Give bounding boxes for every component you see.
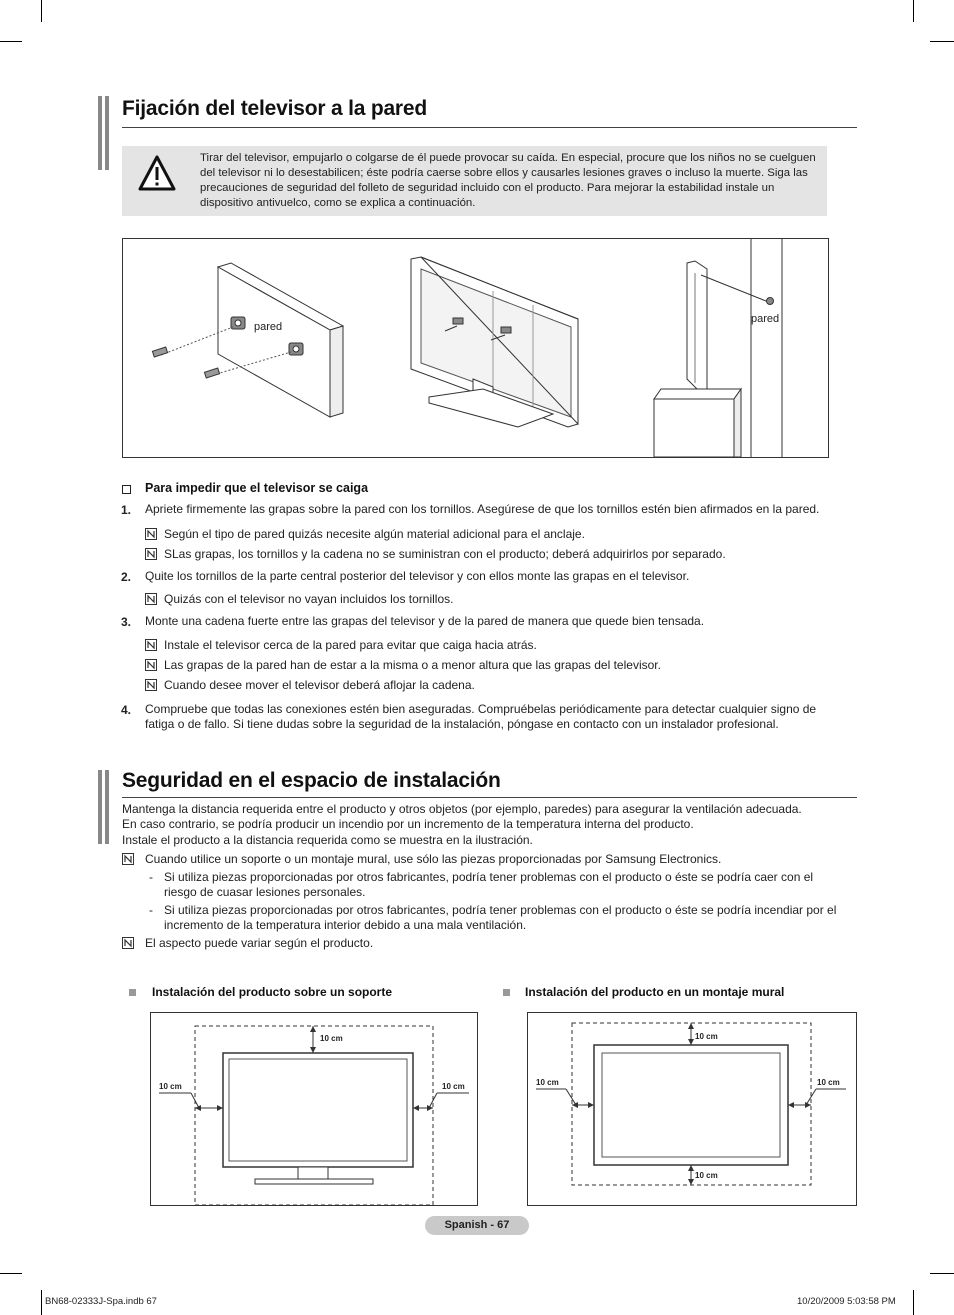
step-number: 3.: [121, 615, 132, 629]
note-icon: [145, 639, 157, 651]
crop-mark: [0, 41, 22, 42]
wall-label: pared: [751, 313, 780, 325]
note-text: SLas grapas, los tornillos y la cadena no se suministran con el producto; deberá adquirirlos por separado.: [164, 547, 726, 561]
page-number-badge: Spanish - 67: [425, 1216, 529, 1235]
intro-line: Instale el producto a la distancia requerida como se muestra en la ilustración.: [122, 833, 533, 847]
dash-bullet: -: [149, 903, 153, 917]
step-number: 2.: [121, 570, 132, 584]
wall-mount-illustration: [123, 239, 828, 457]
note-text: Según el tipo de pared quizás necesite algún material adicional para el anclaje.: [164, 527, 585, 541]
note-text: Quizás con el televisor no vayan incluidos los tornillos.: [164, 592, 454, 606]
crop-mark: [41, 1290, 42, 1315]
checkbox-bullet-icon: [122, 485, 131, 494]
dash-text: Si utiliza piezas proporcionadas por otros fabricantes, podría tener problemas con el producto o éste se podría incendiar por el: [164, 903, 837, 917]
wall-clearance-illustration: [528, 1013, 856, 1205]
square-bullet-icon: [503, 989, 510, 996]
footer-date: 10/20/2009 5:03:58 PM: [797, 1296, 896, 1307]
dash-bullet: -: [149, 870, 153, 884]
step-number: 4.: [121, 703, 132, 717]
crop-mark: [41, 0, 42, 22]
clearance-right-label: 10 cm: [442, 1082, 465, 1091]
step-text: fatiga o de fallo. Si tiene dudas sobre la seguridad de la instalación, póngase en contacto con un instalador profesional.: [145, 717, 779, 731]
warning-text: Tirar del televisor, empujarlo o colgarse de él puede provocar su caída. En especial, procure que los niños no se cuelguen del televisor ni lo desestabilicen; éste podría caerse sobre ellos y causarles lesiones graves o incluso la muerte. Siga las precauciones de seguridad del folleto de seguridad incluido con el producto. Para mejorar la estabilidad instale un dispositivo antivuelco, como se explica a continuación.: [200, 152, 816, 209]
intro-line: En caso contrario, se podría producir un incendio por un incremento de la temperatura interna del producto.: [122, 817, 694, 831]
step-text: Monte una cadena fuerte entre las grapas del televisor y de la pared de manera que quede bien tensada.: [145, 614, 705, 628]
section-bar: [98, 770, 102, 844]
dash-text: Si utiliza piezas proporcionadas por otros fabricantes, podría tener problemas con el producto o éste se podría caer con el: [164, 870, 814, 884]
crop-mark: [913, 1290, 914, 1315]
note-icon: [145, 679, 157, 691]
step-text: Quite los tornillos de la parte central posterior del televisor y con ellos monte las grapas en el televisor.: [145, 569, 690, 583]
note-icon: [145, 528, 157, 540]
section-rule: [122, 797, 857, 798]
step-text: Compruebe que todas las conexiones estén bien aseguradas. Compruébelas periódicamente para detectar cualquier signo de: [145, 702, 817, 716]
note-text: Cuando desee mover el televisor deberá aflojar la cadena.: [164, 678, 475, 692]
note-text: Las grapas de la pared han de estar a la misma o a menor altura que las grapas del televisor.: [164, 658, 661, 672]
crop-mark: [930, 41, 954, 42]
note-icon: [122, 853, 134, 865]
step-text: Apriete firmemente las grapas sobre la pared con los tornillos. Asegúrese de que los tornillos estén bien afirmados en la pared.: [145, 502, 820, 516]
wall-install-label: Instalación del producto en un montaje mural: [525, 985, 785, 999]
dash-text: riesgo de cuasar lesiones personales.: [164, 885, 366, 899]
crop-mark: [930, 1273, 954, 1274]
crop-mark: [913, 0, 914, 22]
clearance-left-label: 10 cm: [536, 1078, 559, 1087]
clearance-left-label: 10 cm: [159, 1082, 182, 1091]
clearance-top-label: 10 cm: [695, 1032, 718, 1041]
intro-line: Mantenga la distancia requerida entre el producto y otros objetos (por ejemplo, paredes) para asegurar la ventilación adecuada.: [122, 802, 802, 816]
stand-clearance-illustration: [151, 1013, 477, 1205]
section-rule: [122, 127, 857, 128]
note-text: Instale el televisor cerca de la pared para evitar que caiga hacia atrás.: [164, 638, 537, 652]
clearance-right-label: 10 cm: [817, 1078, 840, 1087]
note-icon: [122, 937, 134, 949]
square-bullet-icon: [129, 989, 136, 996]
section-title: Fijación del televisor a la pared: [122, 97, 428, 120]
crop-mark: [0, 1273, 22, 1274]
subheading: Para impedir que el televisor se caiga: [145, 481, 369, 495]
dash-text: incremento de la temperatura interior debido a una mala ventilación.: [164, 918, 527, 932]
note-icon: [145, 548, 157, 560]
note-icon: [145, 659, 157, 671]
footer-file: BN68-02333J-Spa.indb 67: [45, 1296, 157, 1307]
section-bar: [105, 96, 109, 170]
stand-install-label: Instalación del producto sobre un soporte: [152, 985, 393, 999]
note-icon: [145, 593, 157, 605]
note-text: El aspecto puede variar según el producto.: [145, 936, 374, 950]
section-bar: [98, 96, 102, 170]
clearance-bottom-label: 10 cm: [695, 1171, 718, 1180]
clearance-top-label: 10 cm: [320, 1034, 343, 1043]
wall-label: pared: [254, 321, 283, 333]
step-number: 1.: [121, 503, 132, 517]
section-title: Seguridad en el espacio de instalación: [122, 769, 501, 792]
section-bar: [105, 770, 109, 844]
warning-icon: [138, 155, 176, 191]
note-text: Cuando utilice un soporte o un montaje mural, use sólo las piezas proporcionadas por Samsung Electronics.: [145, 852, 722, 866]
